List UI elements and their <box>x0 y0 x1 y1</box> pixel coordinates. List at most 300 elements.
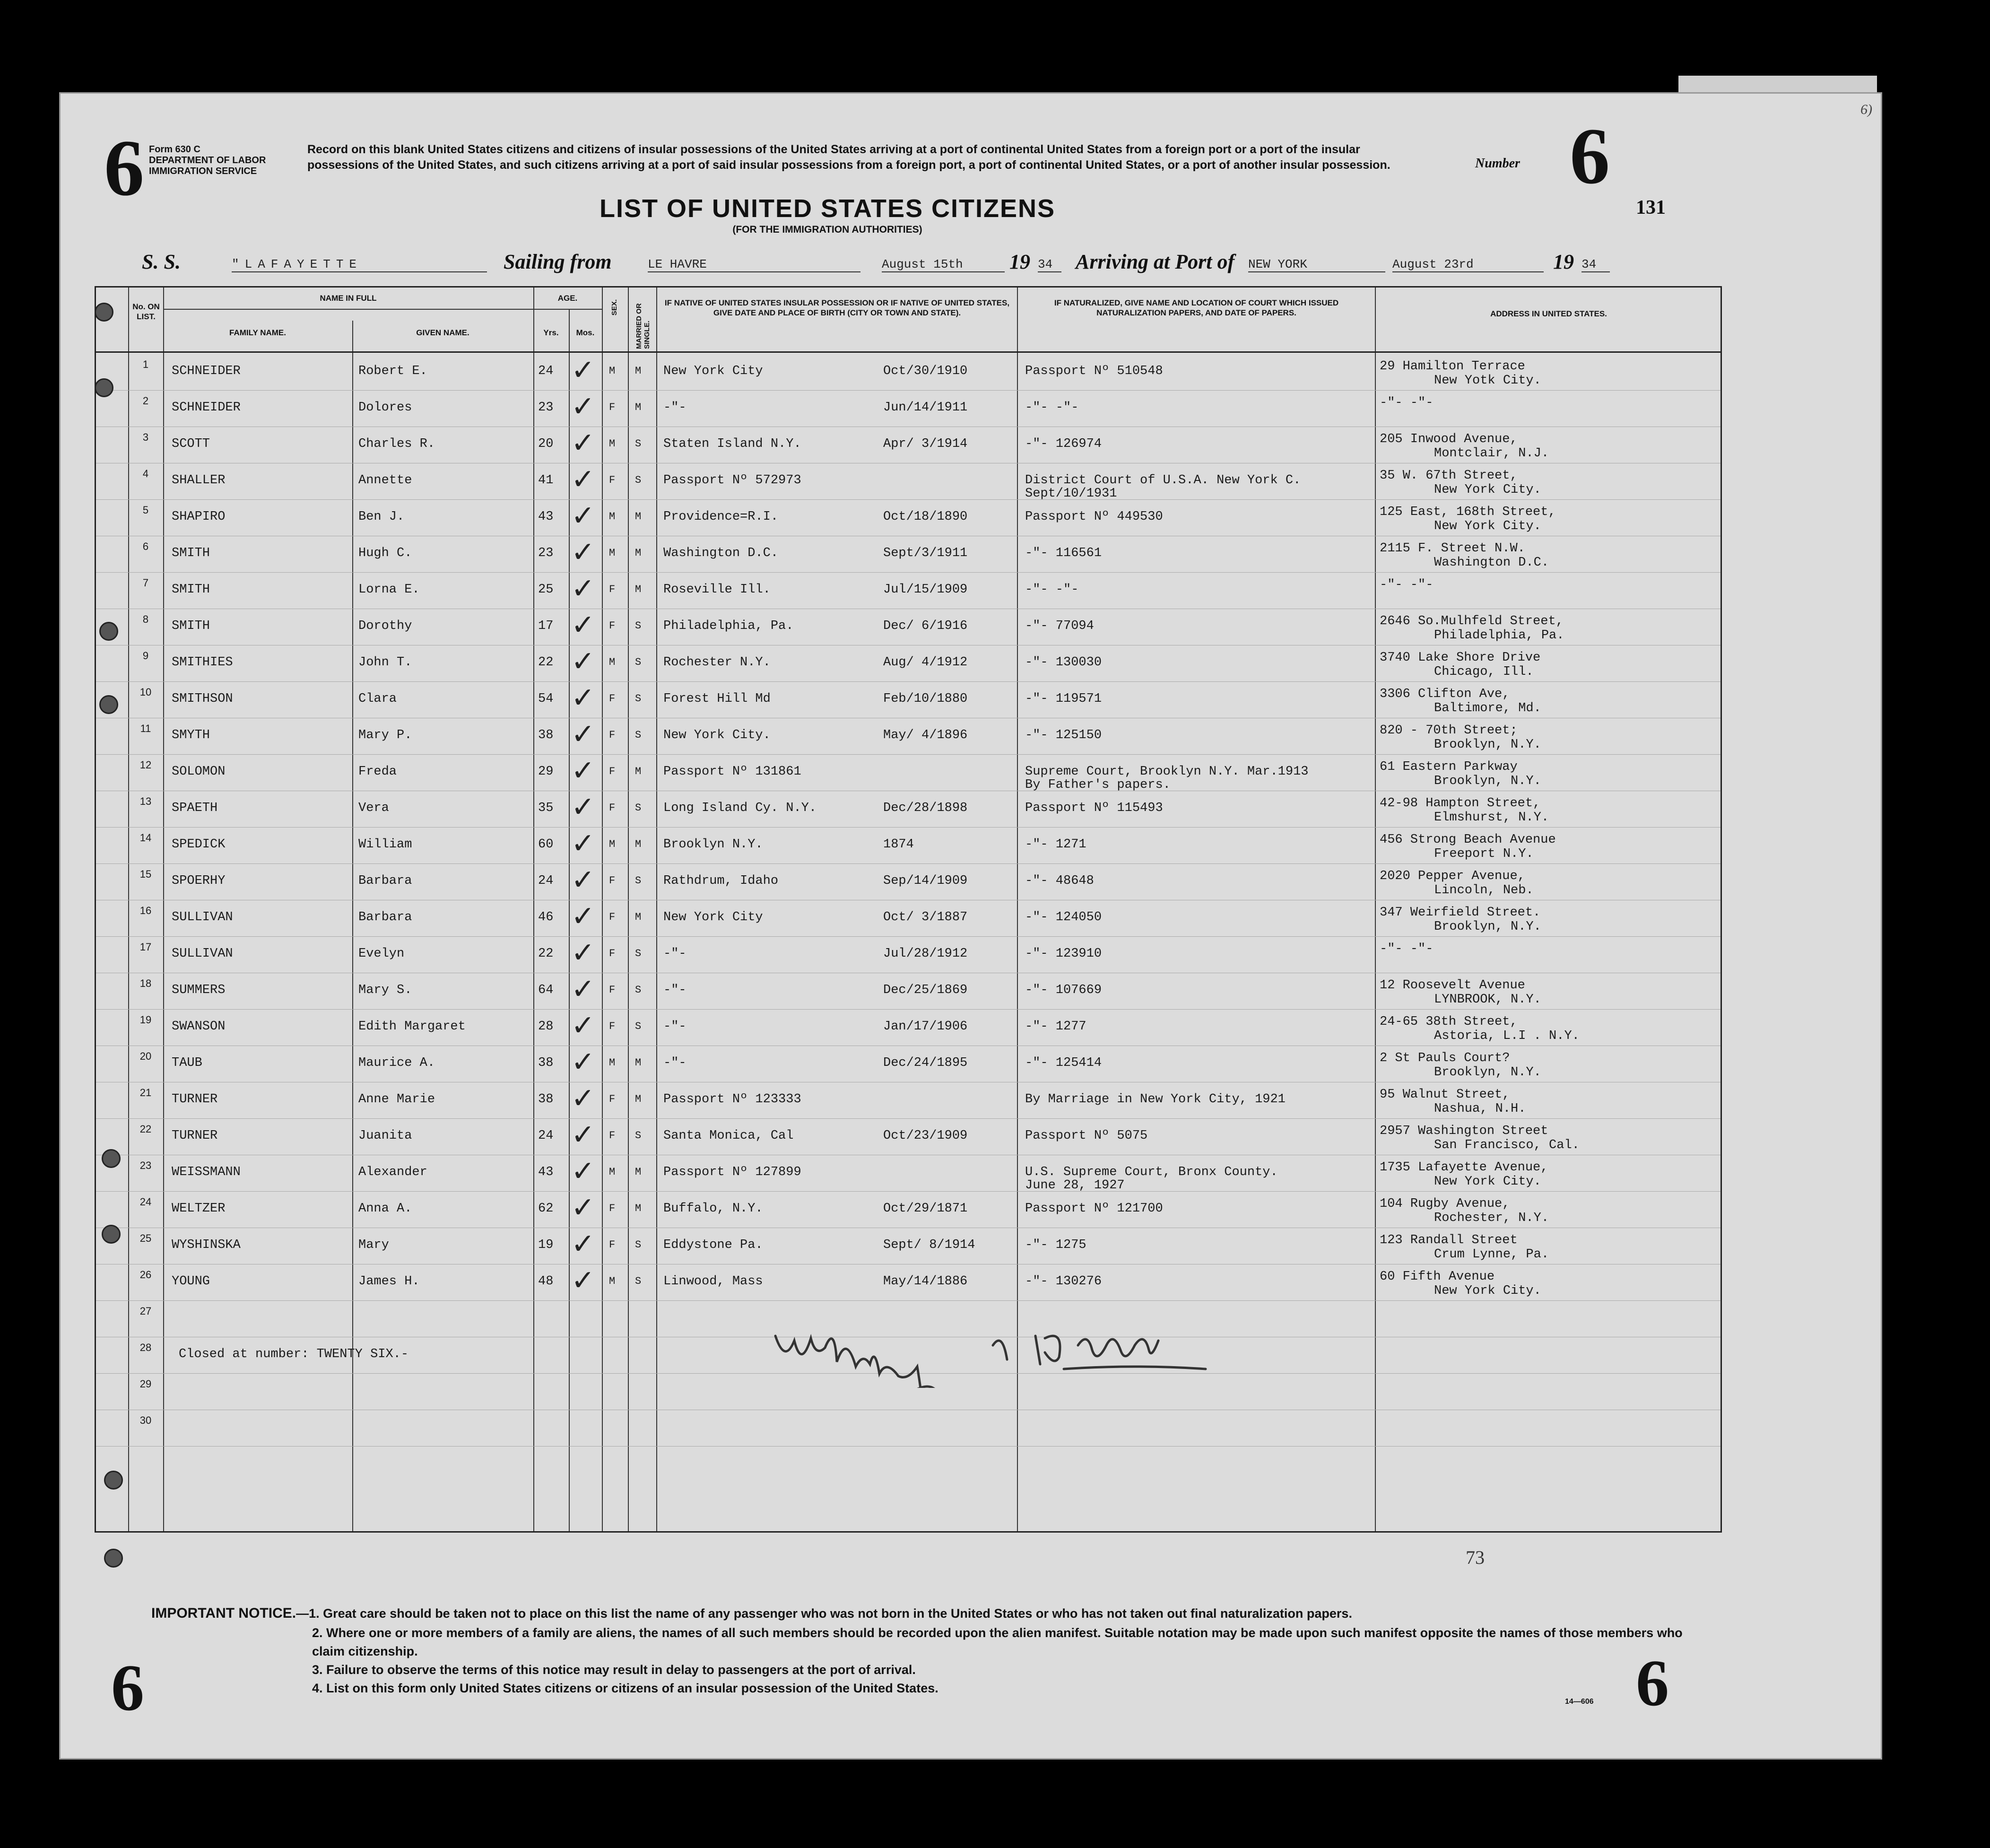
ship-name: "LAFAYETTE <box>232 257 487 272</box>
marital-status-cell: M <box>635 1203 642 1214</box>
address-line1-cell: 2115 F. Street N.W. <box>1380 541 1525 556</box>
naturalization-cell: -"- 1277 <box>1025 1020 1086 1034</box>
given-name-cell: Mary S. <box>358 983 412 997</box>
birth-date-cell: Aug/ 4/1912 <box>883 655 968 670</box>
birth-place-cell: New York City. <box>663 728 771 742</box>
page-title: LIST OF UNITED STATES CITIZENS <box>600 194 1055 223</box>
address-line1-cell: 456 Strong Beach Avenue <box>1380 833 1556 847</box>
naturalization-cell: -"- 125414 <box>1025 1056 1102 1070</box>
birth-date-cell: Jun/14/1911 <box>883 401 968 415</box>
birth-date-cell: Dec/24/1895 <box>883 1056 968 1070</box>
row-number: 8 <box>142 613 149 625</box>
notice-item-4: 4. List on this form only United States citizens or citizens of an insular possession of the United States. <box>312 1681 939 1695</box>
name-header-divider <box>163 309 533 310</box>
birth-place-cell: Passport Nº 127899 <box>663 1165 801 1179</box>
age-years-cell: 29 <box>538 765 554 779</box>
arriving-port: NEW YORK <box>1248 257 1385 272</box>
check-mark-icon: ✓ <box>571 1155 595 1188</box>
address-line2-cell: Lincoln, Neb. <box>1434 883 1534 898</box>
col-divider <box>163 288 164 1531</box>
given-name-cell: Robert E. <box>358 364 427 378</box>
age-years-cell: 48 <box>538 1274 554 1289</box>
form-info-line: DEPARTMENT OF LABOR <box>149 155 266 166</box>
check-mark-icon: ✓ <box>571 718 595 751</box>
row-number: 21 <box>139 1087 152 1098</box>
sex-cell: M <box>609 438 616 450</box>
address-line1-cell: 12 Roosevelt Avenue <box>1380 978 1525 993</box>
address-line1-cell: 3740 Lake Shore Drive <box>1380 651 1541 665</box>
arriving-date: August 23rd <box>1392 257 1544 272</box>
marital-status-cell: S <box>635 693 642 705</box>
age-years-cell: 43 <box>538 1165 554 1179</box>
given-name-cell: Alexander <box>358 1165 427 1179</box>
sex-cell: M <box>609 1057 616 1069</box>
age-years-cell: 38 <box>538 1056 554 1070</box>
sex-cell: F <box>609 1203 616 1214</box>
address-line2-cell: Baltimore, Md. <box>1434 701 1541 715</box>
address-line2-cell: Brooklyn, N.Y. <box>1434 738 1541 752</box>
given-name-cell: Lorna E. <box>358 583 420 597</box>
birth-date-cell: 1874 <box>883 837 914 852</box>
check-mark-icon: ✓ <box>571 827 595 860</box>
marital-status-cell: S <box>635 1275 642 1287</box>
age-header-divider <box>533 309 602 310</box>
birth-place-cell: -"- <box>663 983 687 997</box>
marital-status-cell: M <box>635 1057 642 1069</box>
birth-date-cell: Feb/10/1880 <box>883 692 968 706</box>
inspector-signature <box>771 1317 1243 1390</box>
given-name-cell: Anne Marie <box>358 1092 435 1107</box>
address-line1-cell: 95 Walnut Street, <box>1380 1088 1510 1102</box>
col-divider <box>533 288 534 1531</box>
row-line <box>96 1118 1721 1119</box>
given-name-cell: Hugh C. <box>358 546 412 560</box>
family-name-cell: SHALLER <box>172 473 226 488</box>
row-number: 27 <box>139 1305 152 1317</box>
header-married-single: MARRIED OR SINGLE. <box>635 303 651 349</box>
number-label: Number <box>1475 156 1520 171</box>
birth-date-cell: Jan/17/1906 <box>883 1020 968 1034</box>
year-prefix-2: 19 <box>1553 250 1574 273</box>
check-mark-icon: ✓ <box>571 609 595 642</box>
row-number: 19 <box>139 1014 152 1026</box>
form-info <box>149 144 266 177</box>
given-name-cell: John T. <box>358 655 412 670</box>
marital-status-cell: S <box>635 474 642 486</box>
given-name-cell: Ben J. <box>358 510 405 524</box>
check-mark-icon: ✓ <box>571 754 595 787</box>
row-number: 15 <box>139 868 152 880</box>
age-years-cell: 23 <box>538 401 554 415</box>
birth-place-cell: Providence=R.I. <box>663 510 779 524</box>
sex-cell: M <box>609 365 616 377</box>
sex-cell: M <box>609 838 616 850</box>
check-mark-icon: ✓ <box>571 1082 595 1115</box>
row-number: 9 <box>142 650 149 662</box>
row-number: 24 <box>139 1196 152 1208</box>
address-line1-cell: 24-65 38th Street, <box>1380 1015 1518 1029</box>
family-name-cell: SPEDICK <box>172 837 226 852</box>
birth-place-cell: -"- <box>663 1020 687 1034</box>
given-name-cell: Maurice A. <box>358 1056 435 1070</box>
address-line1-cell: 2957 Washington Street <box>1380 1124 1548 1138</box>
birth-place-cell: Philadelphia, Pa. <box>663 619 794 633</box>
row-number: 5 <box>142 504 149 516</box>
birth-place-cell: Staten Island N.Y. <box>663 437 801 451</box>
row-number: 29 <box>139 1378 152 1390</box>
sex-cell: F <box>609 584 616 595</box>
header-sex: SEX. <box>610 299 618 316</box>
notice-item-1: —1. Great care should be taken not to place on this list the name of any passenger who was not born in the United States or who has not taken out final naturalization papers. <box>296 1606 1352 1621</box>
col-divider <box>569 309 570 1531</box>
naturalization-cell: -"- 1275 <box>1025 1238 1086 1252</box>
address-line2-cell: Montclair, N.J. <box>1434 446 1549 461</box>
family-name-cell: TAUB <box>172 1056 202 1070</box>
naturalization-cell: -"- 116561 <box>1025 546 1102 560</box>
birth-place-cell: Washington D.C. <box>663 546 779 560</box>
row-line <box>96 936 1721 937</box>
row-line <box>96 390 1721 391</box>
sex-cell: F <box>609 474 616 486</box>
family-name-cell: SMITHIES <box>172 655 233 670</box>
naturalization-cell: -"- 123910 <box>1025 947 1102 961</box>
birth-date-cell: Oct/23/1909 <box>883 1129 968 1143</box>
footer-left-number: 6 <box>111 1651 144 1725</box>
address-line1-cell: 2 St Pauls Court? <box>1380 1051 1510 1065</box>
given-name-cell: Clara <box>358 692 397 706</box>
age-years-cell: 24 <box>538 1129 554 1143</box>
age-years-cell: 60 <box>538 837 554 852</box>
marital-status-cell: M <box>635 766 642 777</box>
birth-place-cell: Rochester N.Y. <box>663 655 771 670</box>
family-name-cell: SWANSON <box>172 1020 226 1034</box>
header-birth: IF NATIVE OF UNITED STATES INSULAR POSSESSION OR IF NATIVE OF UNITED STATES, GIVE DATE AND PLACE OF BIRTH (CITY OR TOWN AND STATE). <box>664 298 1010 318</box>
row-number: 20 <box>139 1050 152 1062</box>
check-mark-icon: ✓ <box>571 390 595 423</box>
birth-place-cell: Passport Nº 572973 <box>663 473 801 488</box>
address-line1-cell: 42-98 Hampton Street, <box>1380 796 1541 811</box>
check-mark-icon: ✓ <box>571 900 595 933</box>
address-line2-cell: Brooklyn, N.Y. <box>1434 1065 1541 1080</box>
sex-cell: F <box>609 1130 616 1142</box>
binder-hole <box>99 622 118 641</box>
check-mark-icon: ✓ <box>571 1264 595 1297</box>
row-number: 4 <box>142 468 149 479</box>
row-number: 16 <box>139 905 152 916</box>
marital-status-cell: M <box>635 547 642 559</box>
address-line1-cell: 104 Rugby Avenue, <box>1380 1197 1510 1211</box>
sex-cell: F <box>609 875 616 887</box>
birth-date-cell: Sept/3/1911 <box>883 546 968 560</box>
age-years-cell: 41 <box>538 473 554 488</box>
birth-date-cell: Oct/ 3/1887 <box>883 910 968 924</box>
header-family-name: FAMILY NAME. <box>229 328 286 337</box>
family-name-cell: SPOERHY <box>172 874 226 888</box>
sex-cell: M <box>609 1275 616 1287</box>
address-line1-cell: 123 Randall Street <box>1380 1233 1518 1247</box>
age-years-cell: 19 <box>538 1238 554 1252</box>
address-line1-cell: -"- -"- <box>1380 942 1434 956</box>
sex-cell: F <box>609 1020 616 1032</box>
sex-cell: F <box>609 948 616 959</box>
address-line2-cell: New York City. <box>1434 483 1541 497</box>
naturalization-cell: -"- 126974 <box>1025 437 1102 451</box>
age-years-cell: 28 <box>538 1020 554 1034</box>
address-line2-cell: New Yotk City. <box>1434 374 1541 388</box>
col-divider <box>1375 288 1376 1531</box>
col-divider <box>602 288 603 1531</box>
naturalization-cell: -"- 1271 <box>1025 837 1086 852</box>
age-years-cell: 64 <box>538 983 554 997</box>
check-mark-icon: ✓ <box>571 1191 595 1224</box>
row-line <box>96 1300 1721 1301</box>
given-name-cell: Charles R. <box>358 437 435 451</box>
form-number-big: 6 <box>104 123 144 212</box>
binder-hole <box>99 695 118 714</box>
check-mark-icon: ✓ <box>571 536 595 569</box>
birth-date-cell: Jul/28/1912 <box>883 947 968 961</box>
ss-label: S. S. <box>142 250 181 273</box>
address-line2-cell: Astoria, L.I . N.Y. <box>1434 1029 1580 1043</box>
birth-date-cell: Oct/29/1871 <box>883 1202 968 1216</box>
naturalization-cell: Passport Nº 121700 <box>1025 1202 1163 1216</box>
check-mark-icon: ✓ <box>571 354 595 387</box>
sailing-from-label: Sailing from <box>504 250 612 273</box>
row-number: 26 <box>139 1269 152 1281</box>
address-line2-cell: New York City. <box>1434 519 1541 533</box>
birth-place-cell: Rathdrum, Idaho <box>663 874 779 888</box>
naturalization-cell: -"- 107669 <box>1025 983 1102 997</box>
naturalization-cell: -"- -"- <box>1025 401 1079 415</box>
notice-lead: IMPORTANT NOTICE. <box>151 1605 296 1621</box>
sex-cell: F <box>609 766 616 777</box>
sex-cell: M <box>609 1166 616 1178</box>
birth-place-cell: Long Island Cy. N.Y. <box>663 801 817 815</box>
row-number: 2 <box>142 395 149 407</box>
given-name-cell: Edith Margaret <box>358 1020 466 1034</box>
marital-status-cell: S <box>635 984 642 996</box>
birth-place-cell: Brooklyn N.Y. <box>663 837 763 852</box>
year-1: 34 <box>1038 257 1061 272</box>
age-years-cell: 22 <box>538 655 554 670</box>
binder-hole <box>95 378 113 397</box>
address-line1-cell: 2020 Pepper Avenue, <box>1380 869 1525 883</box>
sex-cell: F <box>609 911 616 923</box>
header-address: ADDRESS IN UNITED STATES. <box>1490 309 1607 318</box>
address-line1-cell: 2646 So.Mulhfeld Street, <box>1380 614 1564 628</box>
age-years-cell: 43 <box>538 510 554 524</box>
row-line <box>96 499 1721 500</box>
naturalization-cell: -"- 48648 <box>1025 874 1094 888</box>
birth-place-cell: -"- <box>663 947 687 961</box>
header-given-name: GIVEN NAME. <box>416 328 469 337</box>
naturalization-cell: -"- 119571 <box>1025 692 1102 706</box>
sex-cell: F <box>609 1239 616 1251</box>
marital-status-cell: M <box>635 911 642 923</box>
form-info-line: Form 630 C <box>149 144 200 155</box>
naturalization-cell: U.S. Supreme Court, Bronx County. <box>1025 1165 1278 1179</box>
age-years-cell: 38 <box>538 1092 554 1107</box>
family-name-cell: SCHNEIDER <box>172 364 241 378</box>
marital-status-cell: S <box>635 948 642 959</box>
naturalization-cell: -"- 130276 <box>1025 1274 1102 1289</box>
row-line <box>96 827 1721 828</box>
given-name-cell: Evelyn <box>358 947 405 961</box>
birth-date-cell: Sept/ 8/1914 <box>883 1238 975 1252</box>
family-name-cell: SUMMERS <box>172 983 226 997</box>
col-divider <box>656 288 657 1531</box>
family-name-cell: WELTZER <box>172 1202 226 1216</box>
number-value: 6 <box>1570 112 1610 200</box>
address-line2-cell: Nashua, N.H. <box>1434 1102 1526 1116</box>
given-name-cell: Barbara <box>358 874 412 888</box>
row-line <box>96 1191 1721 1192</box>
family-name-cell: SMITHSON <box>172 692 233 706</box>
age-years-cell: 24 <box>538 874 554 888</box>
birth-date-cell: Sep/14/1909 <box>883 874 968 888</box>
family-name-cell: WEISSMANN <box>172 1165 241 1179</box>
address-line1-cell: 1735 Lafayette Avenue, <box>1380 1160 1548 1175</box>
sex-cell: M <box>609 656 616 668</box>
header-name-in-full: NAME IN FULL <box>320 294 377 303</box>
address-line1-cell: 29 Hamilton Terrace <box>1380 359 1525 374</box>
naturalization-cell-line2: By Father's papers. <box>1025 778 1171 792</box>
address-line1-cell: 61 Eastern Parkway <box>1380 760 1518 774</box>
age-years-cell: 20 <box>538 437 554 451</box>
row-number: 12 <box>139 759 152 771</box>
row-number: 11 <box>140 723 151 734</box>
marital-status-cell: S <box>635 729 642 741</box>
birth-place-cell: Passport Nº 123333 <box>663 1092 801 1107</box>
address-line2-cell: Brooklyn, N.Y. <box>1434 774 1541 788</box>
arriving-label: Arriving at Port of <box>1076 250 1235 273</box>
family-name-cell: SMITH <box>172 546 210 560</box>
check-mark-icon: ✓ <box>571 499 595 532</box>
birth-date-cell: May/14/1886 <box>883 1274 968 1289</box>
sex-cell: F <box>609 620 616 632</box>
check-mark-icon: ✓ <box>571 1118 595 1151</box>
notice-item-2: 2. Where one or more members of a family are aliens, the names of all such members should be recorded upon the alien manifest. Suitable notation may be made upon such manifest opposite the names of those members who claim citizenship. <box>312 1625 1683 1658</box>
given-name-cell: William <box>358 837 412 852</box>
given-name-cell: Vera <box>358 801 389 815</box>
birth-date-cell: Dec/25/1869 <box>883 983 968 997</box>
family-name-cell: SMYTH <box>172 728 210 742</box>
marital-status-cell: M <box>635 584 642 595</box>
naturalization-cell: Passport Nº 115493 <box>1025 801 1163 815</box>
birth-date-cell: May/ 4/1896 <box>883 728 968 742</box>
row-number: 18 <box>139 977 152 989</box>
age-years-cell: 24 <box>538 364 554 378</box>
birth-place-cell: -"- <box>663 1056 687 1070</box>
family-name-cell: SHAPIRO <box>172 510 226 524</box>
stamp-number: 73 <box>1466 1547 1485 1568</box>
sex-cell: F <box>609 984 616 996</box>
address-line1-cell: -"- -"- <box>1380 396 1434 410</box>
age-years-cell: 25 <box>538 583 554 597</box>
naturalization-cell: -"- 130030 <box>1025 655 1102 670</box>
family-name-cell: WYSHINSKA <box>172 1238 241 1252</box>
row-number: 25 <box>139 1232 152 1244</box>
row-number: 22 <box>139 1123 152 1135</box>
family-name-cell: SCOTT <box>172 437 210 451</box>
given-name-cell: James H. <box>358 1274 420 1289</box>
birth-place-cell: Passport Nº 131861 <box>663 765 801 779</box>
address-line2-cell: Freeport N.Y. <box>1434 847 1534 861</box>
sex-cell: F <box>609 1093 616 1105</box>
col-divider <box>628 288 629 1531</box>
check-mark-icon: ✓ <box>571 645 595 678</box>
marital-status-cell: M <box>635 1166 642 1178</box>
birth-place-cell: Santa Monica, Cal <box>663 1129 794 1143</box>
marital-status-cell: S <box>635 438 642 450</box>
marital-status-cell: M <box>635 365 642 377</box>
family-name-cell: TURNER <box>172 1129 218 1143</box>
check-mark-icon: ✓ <box>571 1228 595 1261</box>
marital-status-cell: M <box>635 1093 642 1105</box>
sex-cell: M <box>609 547 616 559</box>
row-line <box>96 572 1721 573</box>
row-number: 3 <box>142 431 149 443</box>
naturalization-cell-line2: June 28, 1927 <box>1025 1178 1125 1193</box>
marital-status-cell: S <box>635 656 642 668</box>
marital-status-cell: S <box>635 802 642 814</box>
birth-date-cell: Dec/28/1898 <box>883 801 968 815</box>
given-name-cell: Anna A. <box>358 1202 412 1216</box>
check-mark-icon: ✓ <box>571 463 595 496</box>
sailing-from: LE HAVRE <box>648 257 860 272</box>
header-age: AGE. <box>557 294 578 303</box>
birth-place-cell: New York City <box>663 910 763 924</box>
naturalization-cell: -"- 124050 <box>1025 910 1102 924</box>
binder-hole <box>104 1549 123 1568</box>
given-name-cell: Juanita <box>358 1129 412 1143</box>
preamble: Record on this blank United States citizens and citizens of insular possessions of the United States arriving at a port of continental United States from a foreign port or a port of the insular possessions of the United States, and such citizens arriving at a port of said insular possessions from a foreign port, a port of continental United States, or a port of another insular possession. <box>307 143 1390 172</box>
address-line2-cell: New York City. <box>1434 1175 1541 1189</box>
year-prefix-1: 19 <box>1009 250 1030 273</box>
given-name-cell: Annette <box>358 473 412 488</box>
header-yrs: Yrs. <box>543 328 559 337</box>
given-name-cell: Mary <box>358 1238 389 1252</box>
naturalization-cell: District Court of U.S.A. New York C. <box>1025 473 1301 488</box>
header-divider <box>96 351 1721 353</box>
row-number: 1 <box>142 358 149 370</box>
sex-cell: F <box>609 802 616 814</box>
check-mark-icon: ✓ <box>571 1046 595 1079</box>
birth-place-cell: -"- <box>663 401 687 415</box>
birth-place-cell: New York City <box>663 364 763 378</box>
check-mark-icon: ✓ <box>571 936 595 969</box>
naturalization-cell: -"- 77094 <box>1025 619 1094 633</box>
row-number: 30 <box>139 1414 152 1426</box>
address-line1-cell: 3306 Clifton Ave, <box>1380 687 1510 701</box>
sex-cell: F <box>609 729 616 741</box>
binder-hole <box>102 1225 121 1244</box>
family-name-cell: SULLIVAN <box>172 910 233 924</box>
sex-cell: F <box>609 401 616 413</box>
sex-cell: F <box>609 693 616 705</box>
address-line1-cell: 60 Fifth Avenue <box>1380 1270 1495 1284</box>
marital-status-cell: S <box>635 1130 642 1142</box>
check-mark-icon: ✓ <box>571 791 595 824</box>
marital-status-cell: S <box>635 1020 642 1032</box>
naturalization-cell: -"- -"- <box>1025 583 1079 597</box>
check-mark-icon: ✓ <box>571 1009 595 1042</box>
important-notice <box>151 1603 1712 1698</box>
address-line2-cell: Crum Lynne, Pa. <box>1434 1247 1549 1262</box>
age-years-cell: 22 <box>538 947 554 961</box>
family-name-cell: SMITH <box>172 583 210 597</box>
address-line2-cell: Chicago, Ill. <box>1434 665 1534 679</box>
